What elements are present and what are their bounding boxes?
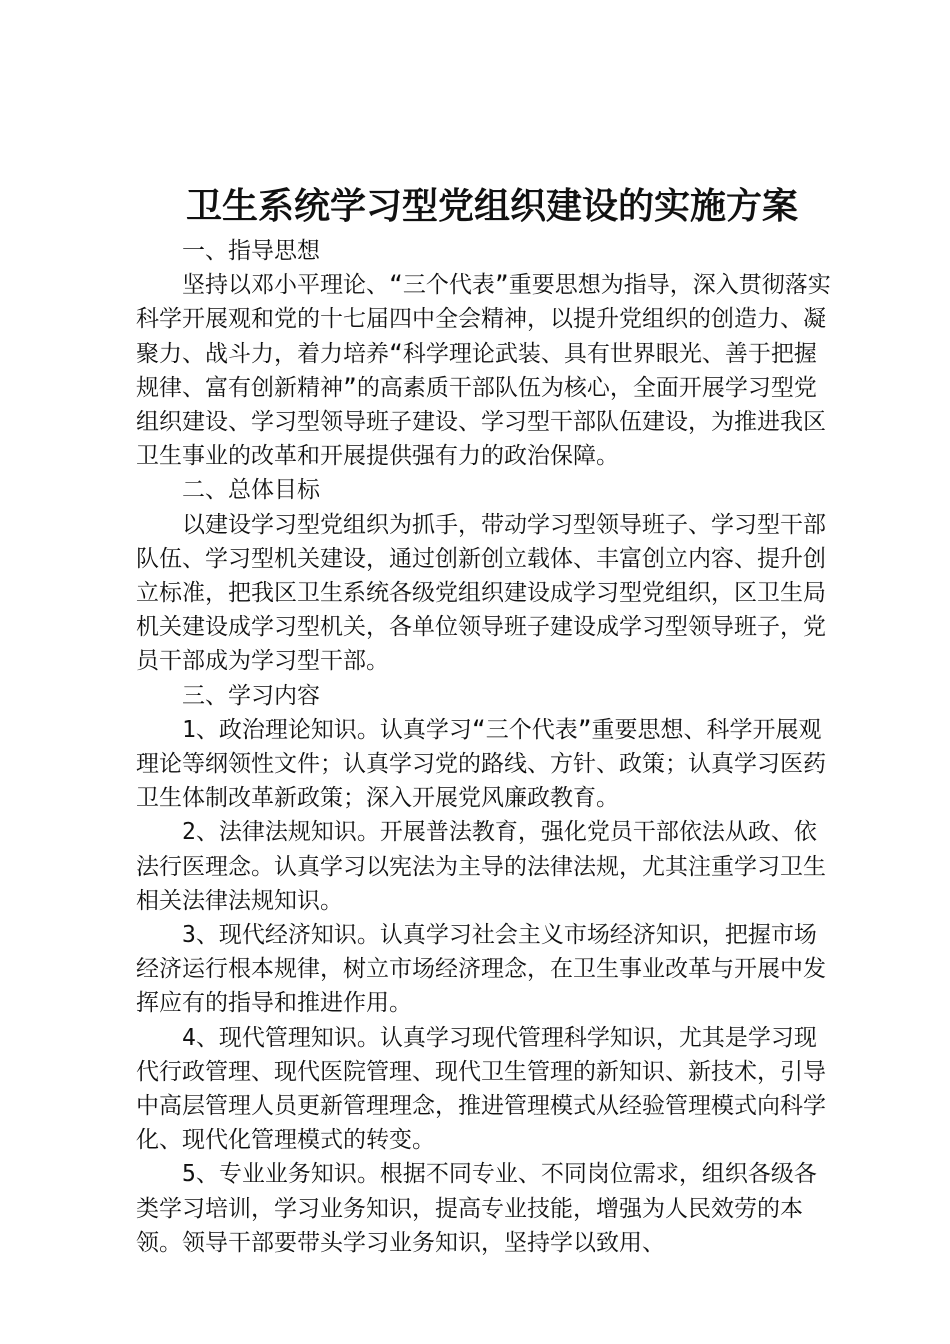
document-body xyxy=(136,180,836,1260)
document-title: 卫生系统学习型党组织建设的实施方案 xyxy=(185,185,798,227)
section-heading-guiding-ideology: 一、指导思想 xyxy=(182,238,320,264)
section-heading-learning-content: 三、学习内容 xyxy=(182,682,320,709)
section-heading-overall-goal: 二、总体目标 xyxy=(182,477,320,504)
paragraph-laws-regulations: 2、法律法规知识。开展普法教育，强化党员干部依法从政、依法行医理念。认真学习以宪法为主导的法律法规，尤其注重学习卫生相关法律法规知识。 xyxy=(136,819,826,914)
paragraph-political-theory: 1、政治理论知识。认真学习“三个代表”重要思想、科学开展观理论等纲领性文件；认真学习党的路线、方针、政策；认真学习医药卫生体制改革新政策；深入开展党风廉政教育。 xyxy=(136,716,826,812)
document-text xyxy=(136,234,836,1260)
paragraph-overall-goal: 以建设学习型党组织为抓手，带动学习型领导班子、学习型干部队伍、学习型机关建设，通过创新创立载体、丰富创立内容、提升创立标准，把我区卫生系统各级党组织建设成学习型党组织，区卫生局机关建设成学习型机关，各单位领导班子建设成学习型领导班子，党员干部成为学习型干部。 xyxy=(136,511,826,675)
paragraph-modern-management: 4、现代管理知识。认真学习现代管理科学知识，尤其是学习现代行政管理、现代医院管理、现代卫生管理的新知识、新技术，引导中高层管理人员更新管理理念，推进管理模式从经验管理模式向科学化、现代化管理模式的转变。 xyxy=(136,1024,826,1154)
paragraph-guiding-ideology: 坚持以邓小平理论、“三个代表”重要思想为指导，深入贯彻落实科学开展观和党的十七届四中全会精神，以提升党组织的创造力、凝聚力、战斗力，着力培养“科学理论武装、具有世界眼光、善于把握规律、富有创新精神”的高素质干部队伍为核心，全面开展学习型党组织建设、学习型领导班子建设、学习型干部队伍建设，为推进我区卫生事业的改革和开展提供强有力的政治保障。 xyxy=(136,272,831,470)
paragraph-modern-economics: 3、现代经济知识。认真学习社会主义市场经济知识，把握市场经济运行根本规律，树立市场经济理念，在卫生事业改革与开展中发挥应有的指导和推进作用。 xyxy=(136,922,826,1017)
paragraph-professional-knowledge: 5、专业业务知识。根据不同专业、不同岗位需求，组织各级各类学习培训，学习业务知识，提高专业技能，增强为人民效劳的本领。领导干部要带头学习业务知识，坚持学以致用、 xyxy=(136,1161,817,1256)
